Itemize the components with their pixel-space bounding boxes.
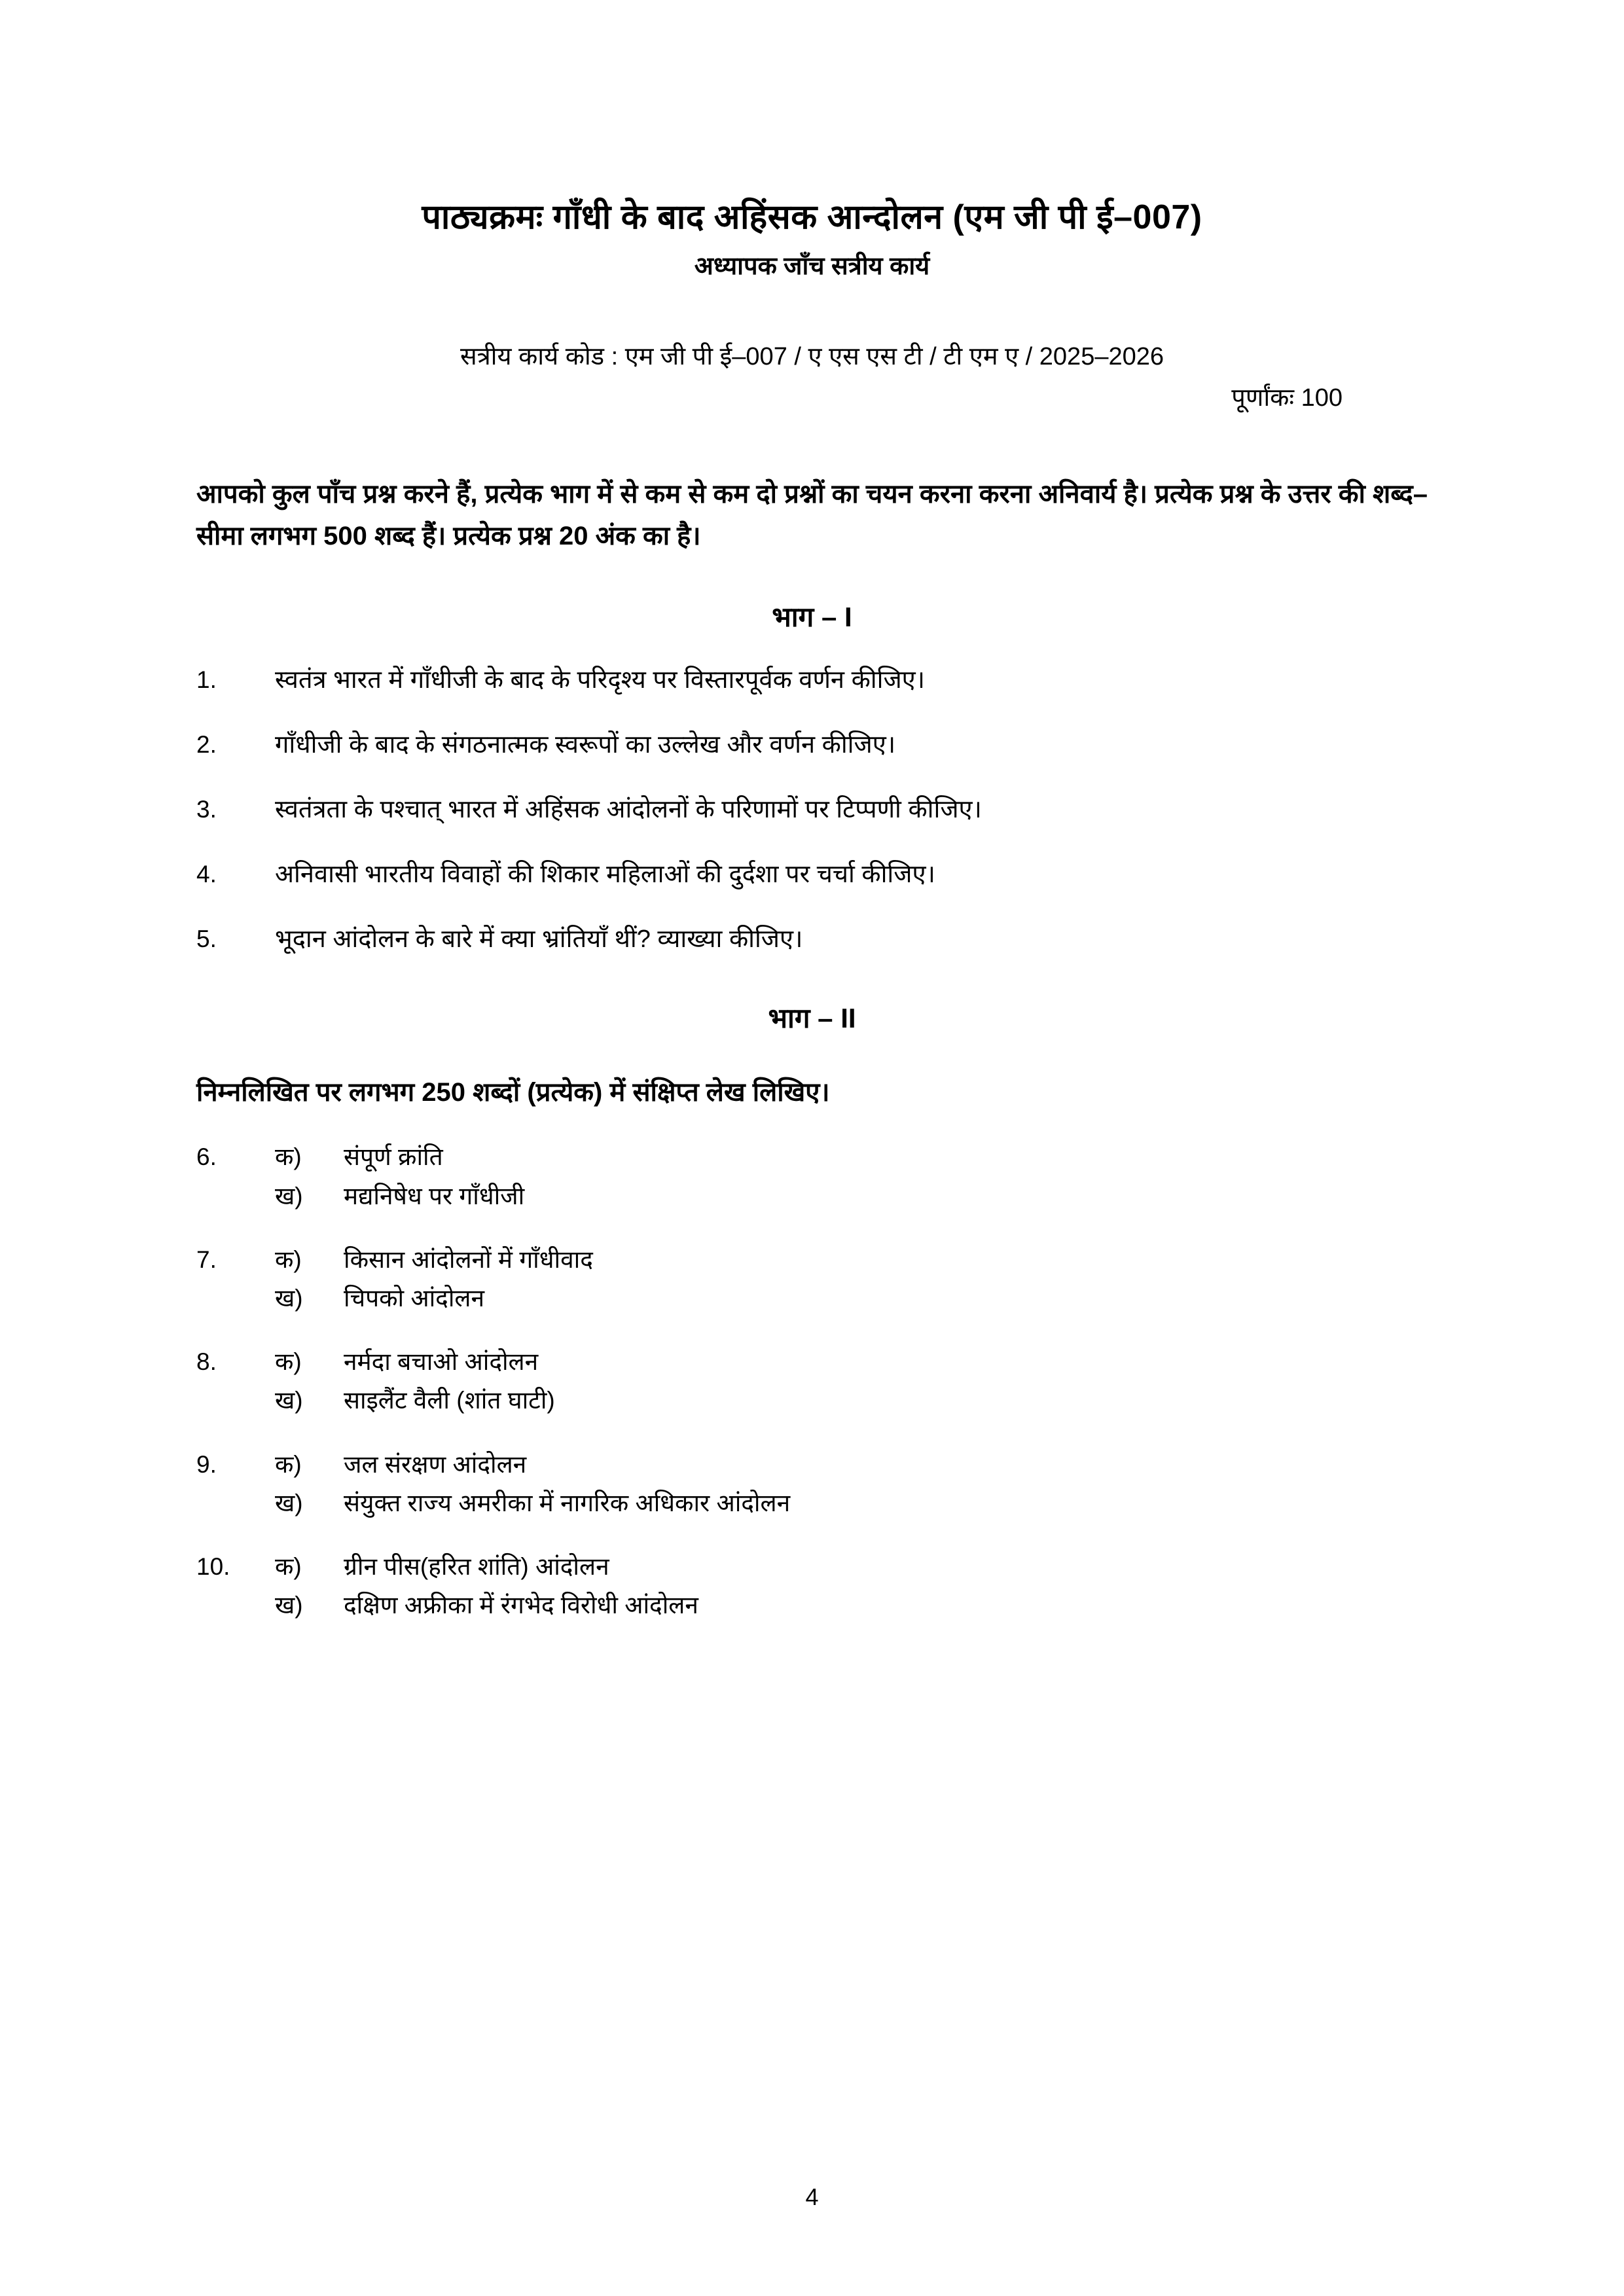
sub-question xyxy=(275,1586,1428,1624)
sub-question-text: दक्षिण अफ्रीका में रंगभेद विरोधी आंदोलन xyxy=(344,1592,698,1619)
sub-question-label: ख) xyxy=(275,1182,303,1210)
part-2-heading: भाग – II xyxy=(768,1003,856,1034)
instructions-text: आपको कुल पाँच प्रश्न करने हैं, प्रत्येक भाग में से कम से कम दो प्रश्नों का चयन करना करना अनिवार्य है। प्रत्येक प्रश्न के उत्तर की शब्द–सीमा लगभग 500 शब्द हैं। प्रत्येक प्रश्न 20 अंक का है। xyxy=(196,480,1428,550)
sub-question-list xyxy=(275,1342,1428,1420)
sub-question-label: क) xyxy=(275,1246,302,1273)
list-item xyxy=(196,1240,1428,1318)
question-number: 4. xyxy=(196,860,217,888)
sub-question-label: ख) xyxy=(275,1285,303,1312)
sub-question xyxy=(275,1279,1428,1318)
list-item xyxy=(196,1342,1428,1420)
sub-question-label: ख) xyxy=(275,1592,303,1619)
title-block xyxy=(196,196,1428,282)
list-item xyxy=(196,855,1428,894)
sub-question-text: चिपको आंदोलन xyxy=(344,1285,485,1312)
question-text: स्वतंत्र भारत में गाँधीजी के बाद के परिदृश्य पर विस्तारपूर्वक वर्णन कीजिए। xyxy=(275,666,926,694)
sub-question-label: क) xyxy=(275,1348,302,1376)
sub-question-label: क) xyxy=(275,1143,302,1171)
sub-question-list xyxy=(275,1445,1428,1522)
sub-question-text: ग्रीन पीस(हरित शांति) आंदोलन xyxy=(344,1552,609,1580)
list-item xyxy=(196,726,1428,764)
question-text: गाँधीजी के बाद के संगठनात्मक स्वरूपों का उल्लेख और वर्णन कीजिए। xyxy=(275,730,896,759)
question-number: 9. xyxy=(196,1450,217,1478)
assignment-code: सत्रीय कार्य कोड : एम जी पी ई–007 / ए एस एस टी / टी एम ए / 2025–2026 xyxy=(460,343,1164,370)
part-2-question-list xyxy=(196,1138,1428,1624)
page-number: 4 xyxy=(805,2183,819,2210)
sub-question-label: क) xyxy=(275,1450,302,1478)
sub-question-text: किसान आंदोलनों में गाँधीवाद xyxy=(344,1246,593,1273)
sub-question-text: साइलैंट वैली (शांत घाटी) xyxy=(344,1387,555,1414)
assignment-code-block xyxy=(196,338,1428,417)
sub-question xyxy=(275,1484,1428,1522)
question-number: 2. xyxy=(196,730,217,758)
sub-question-text: जल संरक्षण आंदोलन xyxy=(344,1450,527,1478)
list-item xyxy=(196,791,1428,829)
sub-question xyxy=(275,1138,1428,1176)
question-number: 6. xyxy=(196,1143,217,1171)
total-marks: पूर्णांकः 100 xyxy=(1231,384,1343,412)
part-1-heading: भाग – I xyxy=(772,601,852,632)
question-number: 8. xyxy=(196,1348,217,1376)
sub-question-label: ख) xyxy=(275,1387,303,1414)
list-item xyxy=(196,1547,1428,1624)
part-2-instruction: निम्नलिखित पर लगभग 250 शब्दों (प्रत्येक) में संक्षिप्त लेख लिखिए। xyxy=(196,1078,830,1107)
question-number: 7. xyxy=(196,1246,217,1273)
sub-question-list xyxy=(275,1547,1428,1624)
sub-question xyxy=(275,1547,1428,1586)
question-text: स्वतंत्रता के पश्चात् भारत में अहिंसक आंदोलनों के परिणामों पर टिप्पणी कीजिए। xyxy=(275,795,982,823)
part-1-question-list xyxy=(196,661,1428,958)
page-subtitle: अध्यापक जाँच सत्रीय कार्य xyxy=(694,253,930,280)
question-text: भूदान आंदोलन के बारे में क्या भ्रांतियाँ थीं? व्याख्या कीजिए। xyxy=(275,925,803,953)
sub-question-text: संपूर्ण क्रांति xyxy=(344,1143,443,1171)
sub-question xyxy=(275,1177,1428,1215)
question-number: 1. xyxy=(196,666,217,693)
list-item xyxy=(196,1138,1428,1215)
sub-question-label: ख) xyxy=(275,1489,303,1516)
page-title: पाठ्यक्रमः गाँधी के बाद अहिंसक आन्दोलन (एम जी पी ई–007) xyxy=(422,198,1202,236)
question-text: अनिवासी भारतीय विवाहों की शिकार महिलाओं की दुर्दशा पर चर्चा कीजिए। xyxy=(275,860,935,888)
sub-question-text: मद्यनिषेध पर गाँधीजी xyxy=(344,1182,525,1210)
sub-question-label: क) xyxy=(275,1552,302,1580)
sub-question-text: संयुक्त राज्य अमरीका में नागरिक अधिकार आंदोलन xyxy=(344,1489,791,1516)
question-number: 3. xyxy=(196,795,217,823)
sub-question-text: नर्मदा बचाओ आंदोलन xyxy=(344,1348,539,1376)
sub-question xyxy=(275,1342,1428,1381)
sub-question-list xyxy=(275,1138,1428,1215)
list-item xyxy=(196,920,1428,959)
sub-question xyxy=(275,1240,1428,1279)
list-item xyxy=(196,1445,1428,1522)
question-number: 10. xyxy=(196,1552,230,1580)
list-item xyxy=(196,661,1428,700)
question-number: 5. xyxy=(196,925,217,952)
sub-question-list xyxy=(275,1240,1428,1318)
sub-question xyxy=(275,1381,1428,1420)
sub-question xyxy=(275,1445,1428,1484)
